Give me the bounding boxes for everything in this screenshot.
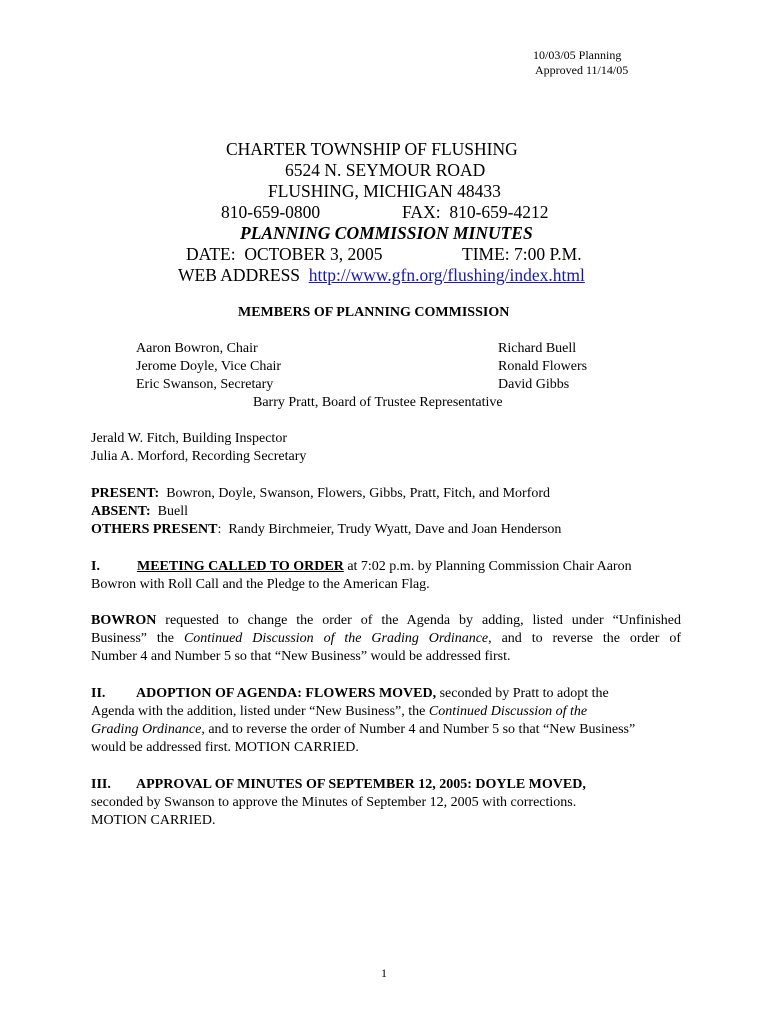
- bowron-text-1: requested to change the order of the Agenda by adding, listed under “Unfinished: [165, 613, 681, 628]
- web-label: WEB ADDRESS: [178, 265, 301, 285]
- staff-2: Julia A. Morford, Recording Secretary: [91, 449, 307, 464]
- bowron-line-1: [91, 612, 681, 630]
- meeting-date: [186, 244, 383, 265]
- member-left-3: Eric Swanson, Secretary: [136, 377, 274, 392]
- present-names: Bowron, Doyle, Swanson, Flowers, Gibbs, Pratt, Fitch, and Morford: [166, 486, 551, 501]
- web-address: [178, 265, 585, 286]
- section-2-text-3-italic: Grading Ordinance: [91, 722, 202, 737]
- member-left-1: Aaron Bowron, Chair: [136, 341, 258, 356]
- section-2-text-2-italic: Continued Discussion of the: [428, 704, 588, 719]
- section-1-heading: MEETING CALLED TO ORDER: [137, 559, 344, 574]
- org-name: CHARTER TOWNSHIP OF FLUSHING: [226, 139, 518, 159]
- section-2-line-3: [91, 721, 635, 739]
- date-label: DATE:: [186, 244, 236, 264]
- present-label: PRESENT:: [91, 486, 160, 501]
- member-right-2: Ronald Flowers: [498, 359, 588, 374]
- present-line: [91, 485, 550, 503]
- bowron-line-2: [91, 630, 681, 648]
- date-value: OCTOBER 3, 2005: [244, 244, 383, 264]
- absent-label: ABSENT:: [91, 504, 151, 519]
- section-1-line-1: [91, 558, 632, 576]
- section-3-heading: APPROVAL OF MINUTES OF SEPTEMBER 12, 2005: DOYLE MOVED,: [136, 777, 586, 792]
- bowron-line-3: Number 4 and Number 5 so that “New Business” would be addressed first.: [91, 649, 511, 664]
- org-address: 6524 N. SEYMOUR ROAD: [285, 160, 486, 180]
- bowron-text-2a: Business” the: [91, 631, 175, 646]
- bowron-text-2b: , and to reverse the order of: [488, 631, 681, 646]
- absent-names: Buell: [157, 504, 188, 519]
- org-fax: [402, 202, 548, 223]
- others-present-line: OTHERS PRESENT: Randy Birchmeier, Trudy Wyatt, Dave and Joan Henderson: [91, 522, 562, 537]
- bowron-text-2-italic: Continued Discussion of the Grading Ordinance: [183, 631, 489, 646]
- header-line-1: 10/03/05 Planning: [533, 48, 622, 62]
- board-representative: Barry Pratt, Board of Trustee Representative: [253, 395, 503, 410]
- section-2-text-2a: Agenda with the addition, listed under “New Business”, the: [91, 704, 426, 719]
- header-line-2: Approved 11/14/05: [535, 63, 629, 77]
- member-left-2: Jerome Doyle, Vice Chair: [136, 359, 282, 374]
- others-names: Randy Birchmeier, Trudy Wyatt, Dave and Joan Henderson: [228, 522, 562, 537]
- time-value: 7:00 P.M.: [514, 244, 582, 264]
- page-number: 1: [381, 966, 387, 980]
- fax-number: 810-659-4212: [449, 202, 549, 222]
- member-right-3: David Gibbs: [498, 377, 570, 392]
- bowron-paragraph: [91, 612, 681, 666]
- section-1-text-1: at 7:02 p.m. by Planning Commission Chair Aaron: [347, 559, 632, 574]
- others-label: OTHERS PRESENT: [91, 522, 218, 537]
- section-3-number: III.: [91, 777, 111, 792]
- meeting-time: [462, 244, 582, 265]
- section-2-number: II.: [91, 686, 106, 701]
- org-phone: 810-659-0800: [221, 202, 321, 222]
- section-3-text-1: seconded by Swanson to approve the Minutes of September 12, 2005 with corrections.: [91, 795, 577, 810]
- fax-label: FAX:: [402, 202, 441, 222]
- section-2-text-1: seconded by Pratt to adopt the: [439, 686, 609, 701]
- web-link[interactable]: http://www.gfn.org/flushing/index.html: [308, 265, 585, 285]
- org-city: FLUSHING, MICHIGAN 48433: [268, 181, 501, 201]
- members-heading: MEMBERS OF PLANNING COMMISSION: [238, 305, 510, 320]
- staff-1: Jerald W. Fitch, Building Inspector: [91, 431, 287, 446]
- absent-line: [91, 503, 188, 521]
- section-2-line-4: would be addressed first. MOTION CARRIED.: [91, 740, 359, 755]
- bowron-lead: BOWRON: [91, 613, 157, 628]
- section-3-text-2: MOTION CARRIED.: [91, 813, 216, 828]
- time-label: TIME:: [462, 244, 510, 264]
- section-2-text-3b: , and to reverse the order of Number 4 and Number 5 so that “New Business”: [201, 722, 636, 737]
- section-1-text-2: Bowron with Roll Call and the Pledge to the American Flag.: [91, 577, 430, 592]
- member-right-1: Richard Buell: [498, 341, 577, 356]
- section-2-line-1: [91, 685, 609, 703]
- document-title: PLANNING COMMISSION MINUTES: [240, 223, 533, 243]
- section-2-line-2: [91, 703, 587, 721]
- section-3-line-1: [91, 776, 586, 794]
- section-2-heading: ADOPTION OF AGENDA: FLOWERS MOVED,: [136, 686, 437, 701]
- section-1-number: I.: [91, 559, 100, 574]
